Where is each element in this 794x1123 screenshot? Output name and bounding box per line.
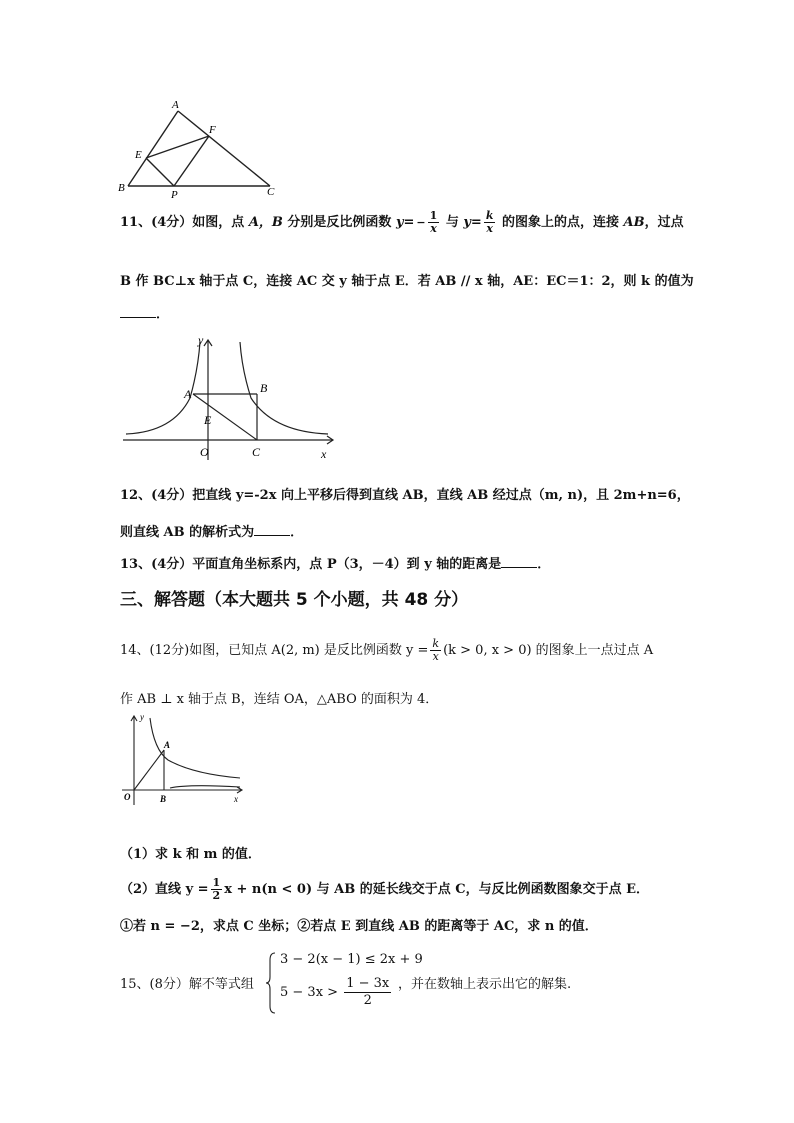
right-branch	[240, 342, 328, 434]
label-C: C	[267, 186, 275, 198]
answer-blank[interactable]	[120, 305, 156, 318]
q14-part2: （2）直线 y = $\frac{1}{2}$ x + n(n < 0) 与 AB 的延长线交于点 C，与反比例函数图象交于点 E．	[120, 876, 650, 902]
hyperbola-figure	[118, 330, 343, 465]
label-A: A	[184, 387, 192, 401]
label-E: E	[204, 413, 212, 427]
label-B: B	[118, 182, 125, 194]
q14-line1: 14、(12分)如图，已知点 A(2, m) 是反比例函数 y = $\frac{k}{x}$ (k > 0, x > 0) 的图象上一点过点 A	[120, 637, 654, 663]
q14-fraction: $\frac{k}{x}$	[432, 637, 440, 663]
label-P: P	[171, 189, 178, 200]
label-y: y	[198, 333, 204, 347]
lower-curve	[170, 786, 240, 788]
segment-PF	[174, 136, 209, 186]
segment-AC	[178, 111, 270, 186]
q11-line1: 11、(4分）如图，点 A，B 分别是反比例函数 y= − $\frac{1}{x}$ 与 y= $\frac{k}{x}$ 的图象上的点，连接 AB，过点	[120, 209, 684, 235]
q11-line3: ．	[120, 303, 169, 322]
q11-fraction-2: $\frac{k}{x}$	[485, 209, 494, 235]
answer-blank[interactable]	[501, 555, 537, 568]
brace-icon	[266, 952, 276, 1014]
triangle-figure	[110, 95, 290, 200]
segment-AC	[193, 394, 257, 440]
q14-part1: （1）求 k 和 m 的值．	[120, 847, 261, 862]
segment-OA	[134, 750, 164, 790]
q11-fraction-1: $\frac{1}{x}$	[429, 209, 438, 235]
q15-tail: ，并在数轴上表示出它的解集.	[398, 977, 572, 992]
label-F: F	[209, 124, 216, 136]
label-x: x	[234, 794, 238, 804]
label-y: y	[140, 712, 144, 722]
segment-EF	[146, 136, 209, 158]
q12-line2: 则直线 AB 的解析式为 ．	[120, 525, 304, 540]
inequality-1: 3 − 2(x − 1) ≤ 2x + 9	[280, 952, 423, 967]
q13-line: 13、(4分）平面直角坐标系内，点 P（3，－4）到 y 轴的距离是 ．	[120, 557, 551, 572]
label-O: O	[200, 445, 209, 459]
section-title: 三、解答题（本大题共 5 个小题，共 48 分）	[120, 590, 469, 610]
q14-line2: 作 AB ⊥ x 轴于点 B，连结 OA，△ABO 的面积为 4．	[120, 692, 439, 707]
inverse-function-figure	[118, 710, 248, 810]
q14-part2-fraction: $\frac{1}{2}$	[212, 876, 221, 902]
q12-line1: 12、(4分）把直线 y=-2x 向上平移后得到直线 AB，直线 AB 经过点（m, n)，且 2m+n=6，	[120, 488, 690, 503]
inequality-2-fraction: $\frac{1 - 3x}{2}$	[346, 976, 390, 1008]
label-O: O	[124, 792, 131, 802]
label-C: C	[252, 445, 261, 459]
label-x: x	[321, 447, 327, 461]
q11-line2: B 作 BC⊥x 轴于点 C，连接 AC 交 y 轴于点 E．若 AB // x 轴，AE：EC＝1：2，则 k 的值为	[120, 274, 694, 289]
label-A: A	[172, 99, 179, 111]
segment-EP	[146, 158, 174, 186]
q14-part3: ①若 n = −2，求点 C 坐标；②若点 E 到直线 AB 的距离等于 AC，求 n 的值．	[120, 919, 598, 934]
answer-blank[interactable]	[254, 523, 290, 536]
label-B: B	[160, 794, 167, 804]
q15-label: 15、(8分）解不等式组	[120, 977, 254, 992]
label-A: A	[164, 740, 171, 750]
label-E: E	[135, 149, 142, 161]
inequality-2: 5 − 3x > $\frac{1 - 3x}{2}$	[280, 976, 390, 1008]
label-B: B	[260, 381, 268, 395]
